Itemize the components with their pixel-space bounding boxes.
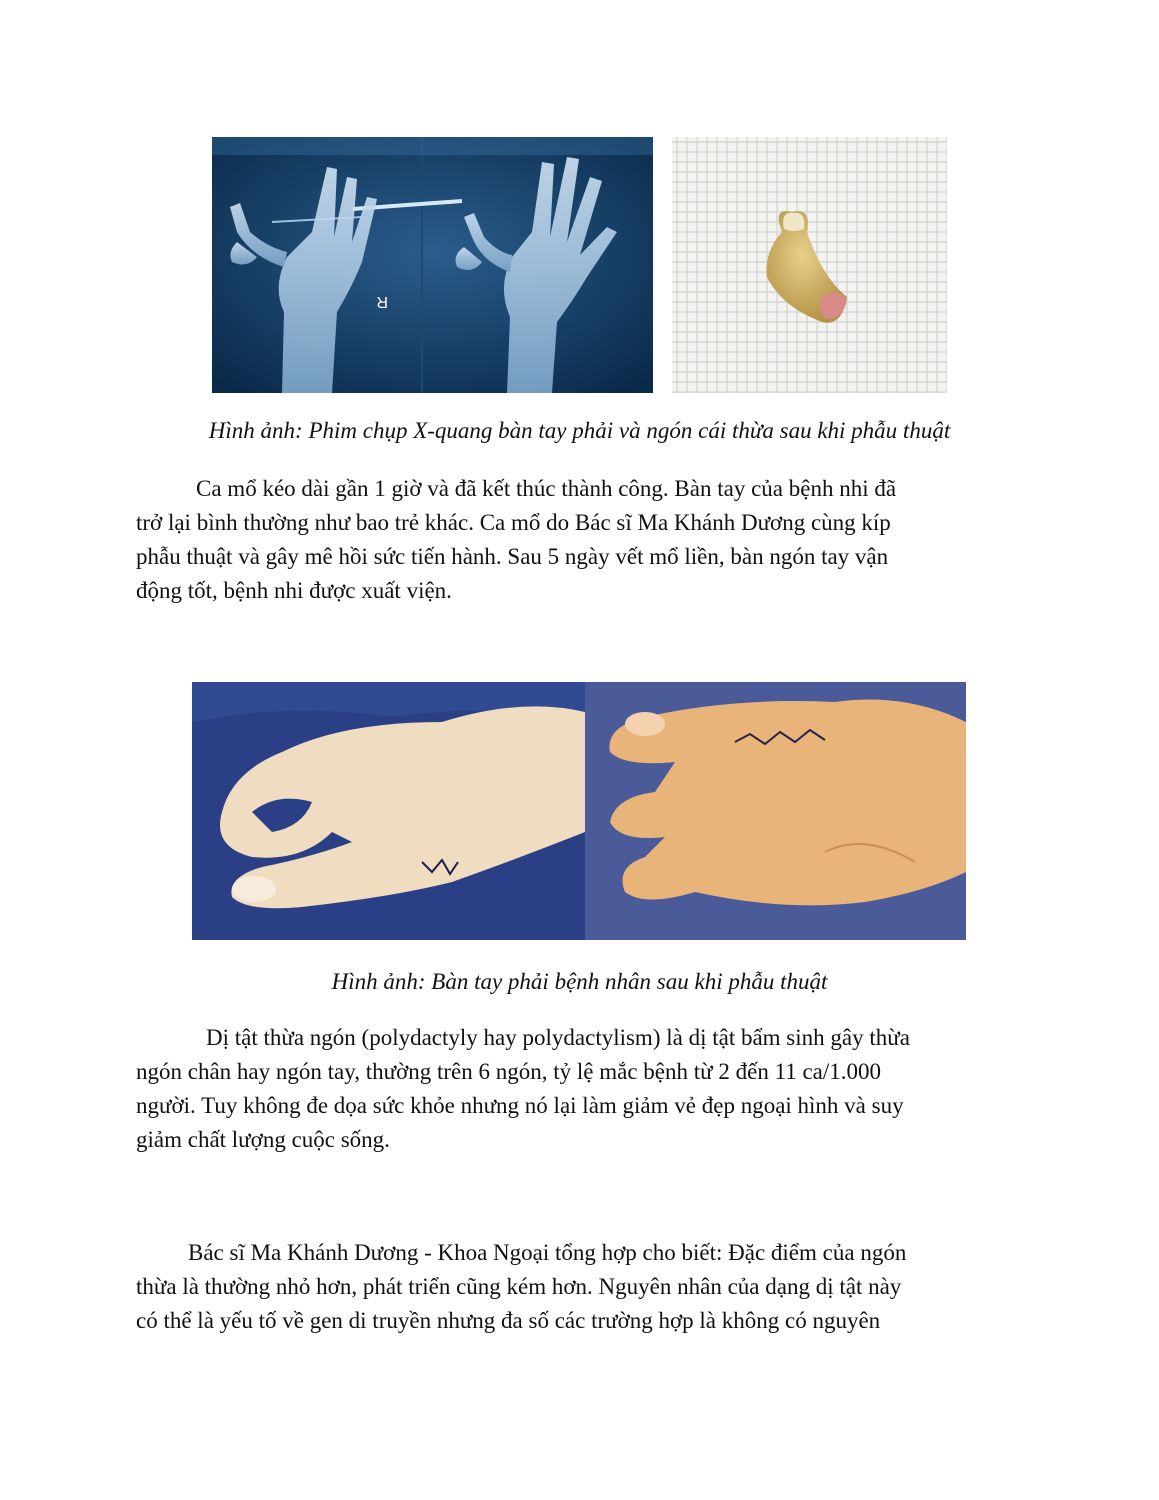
paragraph-line: phẫu thuật và gây mê hồi sức tiến hành. Sau 5 ngày vết mổ liền, bàn ngón tay vận [136,544,889,569]
figure2-caption: Hình ảnh: Bàn tay phải bệnh nhân sau khi phẫu thuật [331,969,828,994]
paragraph-line: động tốt, bệnh nhi được xuất viện. [136,578,452,603]
xray-marker: R [376,293,388,310]
paragraph-line: thừa là thường nhỏ hơn, phát triển cũng kém hơn. Nguyên nhân của dạng dị tật này [136,1274,902,1299]
paragraph-line: Bác sĩ Ma Khánh Dương - Khoa Ngoại tổng hợp cho biết: Đặc điểm của ngón [188,1240,907,1265]
figure1-caption: Hình ảnh: Phim chụp X-quang bàn tay phải và ngón cái thừa sau khi phẫu thuật [208,418,951,443]
paragraph-line: giảm chất lượng cuộc sống. [136,1127,390,1152]
paragraph-line: người. Tuy không đe dọa sức khỏe nhưng nó lại làm giảm vẻ đẹp ngoại hình và suy [136,1093,904,1118]
paragraph-2 [136,1021,1023,1157]
paragraph-1 [136,472,1023,608]
paragraph-line: Ca mổ kéo dài gần 1 giờ và đã kết thúc thành công. Bàn tay của bệnh nhi đã [196,476,897,501]
paragraph-line: Dị tật thừa ngón (polydactyly hay polydactylism) là dị tật bẩm sinh gây thừa [206,1025,910,1050]
xray-image [212,137,653,393]
paragraph-line: trở lại bình thường như bao trẻ khác. Ca mổ do Bác sĩ Ma Khánh Dương cùng kíp [136,510,891,535]
hand-palmar-photo [585,682,966,940]
paragraph-line: có thể là yếu tố về gen di truyền nhưng đa số các trường hợp là không có nguyên [136,1308,881,1333]
hand-dorsal-photo [192,682,585,940]
paragraph-line: ngón chân hay ngón tay, thường trên 6 ngón, tỷ lệ mắc bệnh từ 2 đến 11 ca/1.000 [136,1059,882,1084]
extra-thumb-specimen-image [672,137,947,393]
paragraph-3 [136,1236,1023,1338]
